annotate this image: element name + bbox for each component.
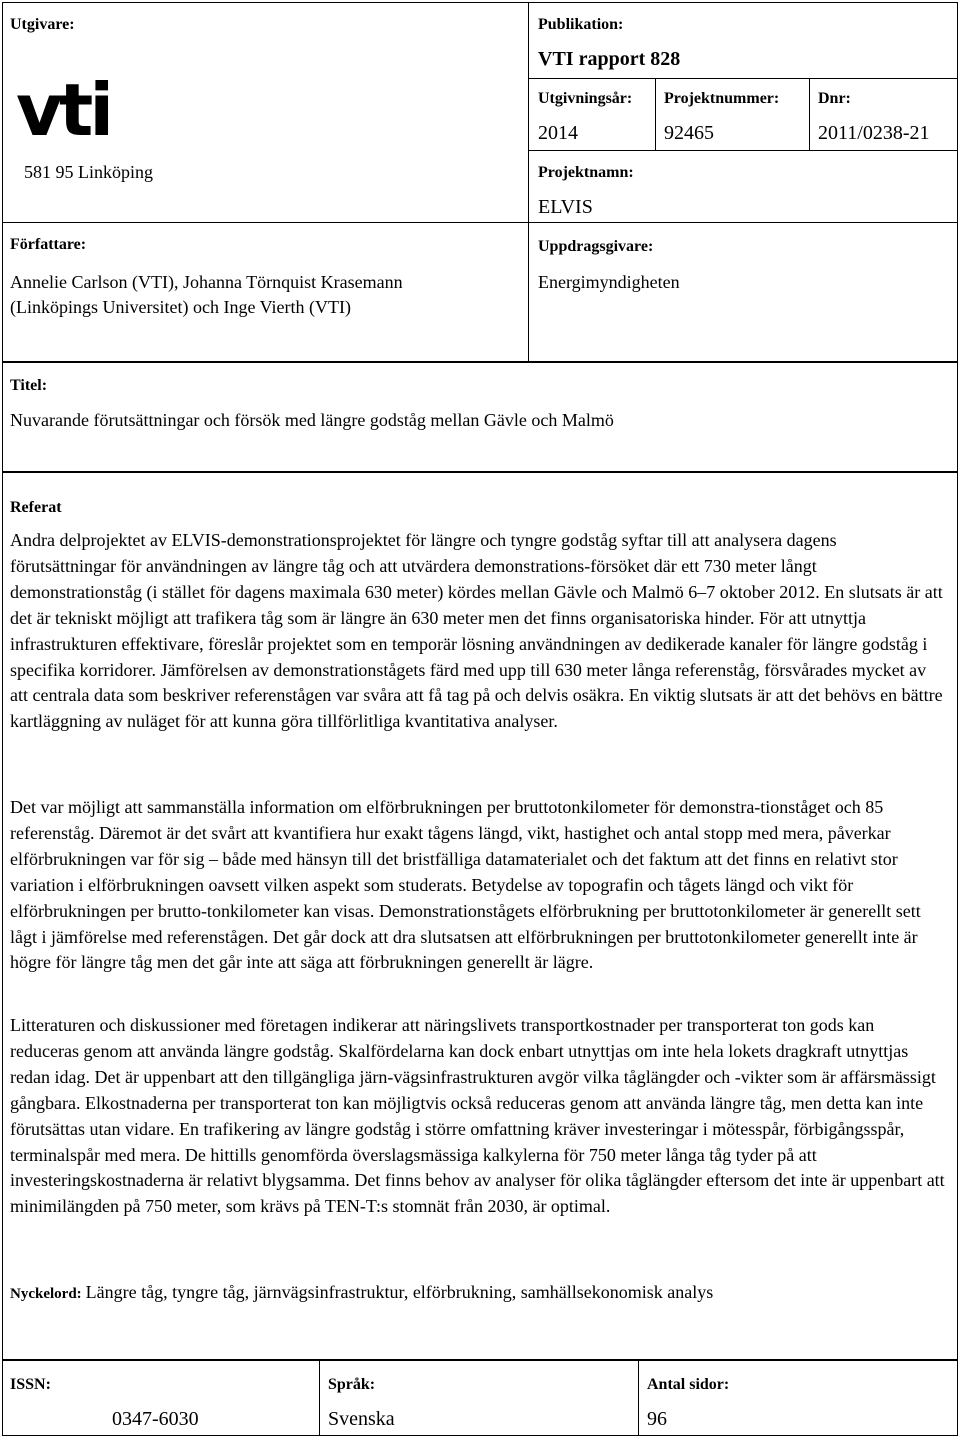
publikation-value: VTI rapport 828 — [538, 48, 681, 70]
projektnummer-value: 92465 — [664, 122, 714, 144]
footer-divider-2 — [638, 1360, 639, 1436]
right-col-divider-2 — [809, 78, 810, 150]
projektnamn-value: ELVIS — [538, 196, 593, 218]
issn-value: 0347-6030 — [112, 1408, 199, 1430]
forfattare-label: Författare: — [10, 236, 87, 253]
issn-label: ISSN: — [10, 1376, 51, 1393]
right-divider-3 — [528, 222, 958, 223]
authors-line-1: Annelie Carlson (VTI), Johanna Törnquist Krasemann — [10, 272, 403, 292]
footer-divider-1 — [319, 1360, 320, 1436]
keywords-row — [10, 1282, 713, 1303]
uppdragsgivare-value: Energimyndigheten — [538, 272, 680, 292]
vti-logo: vti — [16, 68, 111, 152]
header-divider — [528, 2, 529, 362]
authors-line-2: (Linköpings Universitet) och Inge Vierth (VTI) — [10, 297, 351, 317]
right-divider-1 — [528, 78, 958, 79]
dnr-label: Dnr: — [818, 90, 851, 107]
abstract-paragraph-3: Litteraturen och diskussioner med företagen indikerar att näringslivets transportkostnader per transporterat ton gods kan reduceras genom att använda längre godståg. Skalfördelarna kan dock enbart utnyttjas om inte hela lokets dragkraft utnyttjas redan idag. Det är uppenbart att den tillgängliga järn-vägsinfrastrukturen avgör vilka tåglängder och -vikter som är affärsmässigt gångbara. Elkostnaderna per transporterat ton kan möjligtvis också reduceras genom att använda längre tåg, men detta kan inte förutsättas utan vidare. En trafikering av längre godståg i större omfattning kräver investeringar i mötesspår, förbigångsspår, terminalspår med mera. De hittills genomförda överslagsmässiga kalkylerna för 750 meter långa tåg tyder på att investeringskostnaderna är relativt blygsamma. Det finns behov av analyser för olika tåglängder eftersom det inte är uppenbart att minimilängden på 750 meter, som krävs på TEN-T:s stomnät från 2030, är optimal. — [10, 1015, 945, 1217]
sprak-value: Svenska — [328, 1408, 395, 1430]
antal-sidor-label: Antal sidor: — [647, 1376, 730, 1393]
utgivningsar-value: 2014 — [538, 122, 578, 144]
antal-sidor-value: 96 — [647, 1408, 667, 1430]
keywords-label: Nyckelord: — [10, 1286, 82, 1302]
publikation-label: Publikation: — [538, 16, 624, 33]
left-divider — [2, 222, 528, 223]
address: 581 95 Linköping — [24, 162, 153, 182]
sprak-label: Språk: — [328, 1376, 376, 1393]
title-label: Titel: — [10, 377, 48, 394]
projektnamn-label: Projektnamn: — [538, 164, 634, 181]
abstract-paragraph-1: Andra delprojektet av ELVIS-demonstrationsprojektet för längre och tyngre godståg syftar till att analysera dagens förutsättningar för användningen av längre tåg och att utvärdera demonstrations-försöket där ett 730 meter långt demonstrationståg (i stället för dagens maximala 630 meter) kördes mellan Gävle och Malmö 6–7 oktober 2012. En slutsats är att det är tekniskt möjligt att trafikera tåg som är längre än 630 meter men det finns organisatoriska hinder. För att utnyttja infrastrukturen effektivare, föreslår projektet som en temporär lösning användningen av dedikerade kanaler för längre godståg i specifika korridorer. Jämförelsen av demonstrationstågets färd med upp till 630 meter långa referenståg, försvårades mycket av att centrala data som beskriver referenstågen var svåra att få tag på och delvis osäkra. En viktig slutsats är att det behövs en bättre kartläggning av nuläget för att kunna göra tillförlitliga kvantitativa analyser. — [10, 530, 943, 732]
utgivare-label: Utgivare: — [10, 16, 75, 33]
projektnummer-label: Projektnummer: — [664, 90, 780, 107]
abstract-label: Referat — [10, 499, 62, 516]
right-col-divider-1 — [655, 78, 656, 150]
dnr-value: 2011/0238-21 — [818, 122, 930, 144]
utgivningsar-label: Utgivningsår: — [538, 90, 633, 107]
abstract-paragraph-2: Det var möjligt att sammanställa information om elförbrukningen per bruttotonkilometer för demonstra-tionståget och 85 referenståg. Däremot är det svårt att kvantifiera hur exakt tågens längd, vikt, hastighet och antal stopp med mera, påverkar elförbrukningen var för sig – både med hänsyn till det bristfälliga datamaterialet och det faktum att det finns en relativt stor variation i elförbrukningen oavsett vilken aspekt som studerats. Betydelse av topografin och tågets längd och vikt för elförbrukningen per brutto-tonkilometer kan visas. Demonstrationstågets elförbrukning per bruttotonkilometer är generellt sett lågt i jämförelse med referenstågen. Det går dock att dra slutsatsen att elförbrukningen per bruttotonkilometer generellt inte är högre för längre tåg men det går inte att säga att förbrukningen generellt är lägre. — [10, 797, 921, 973]
right-divider-2 — [528, 150, 958, 151]
document-title: Nuvarande förutsättningar och försök med längre godståg mellan Gävle och Malmö — [10, 410, 614, 430]
uppdragsgivare-label: Uppdragsgivare: — [538, 238, 654, 255]
keywords-value: Längre tåg, tyngre tåg, järnvägsinfrastruktur, elförbrukning, samhällsekonomisk analys — [85, 1282, 714, 1302]
